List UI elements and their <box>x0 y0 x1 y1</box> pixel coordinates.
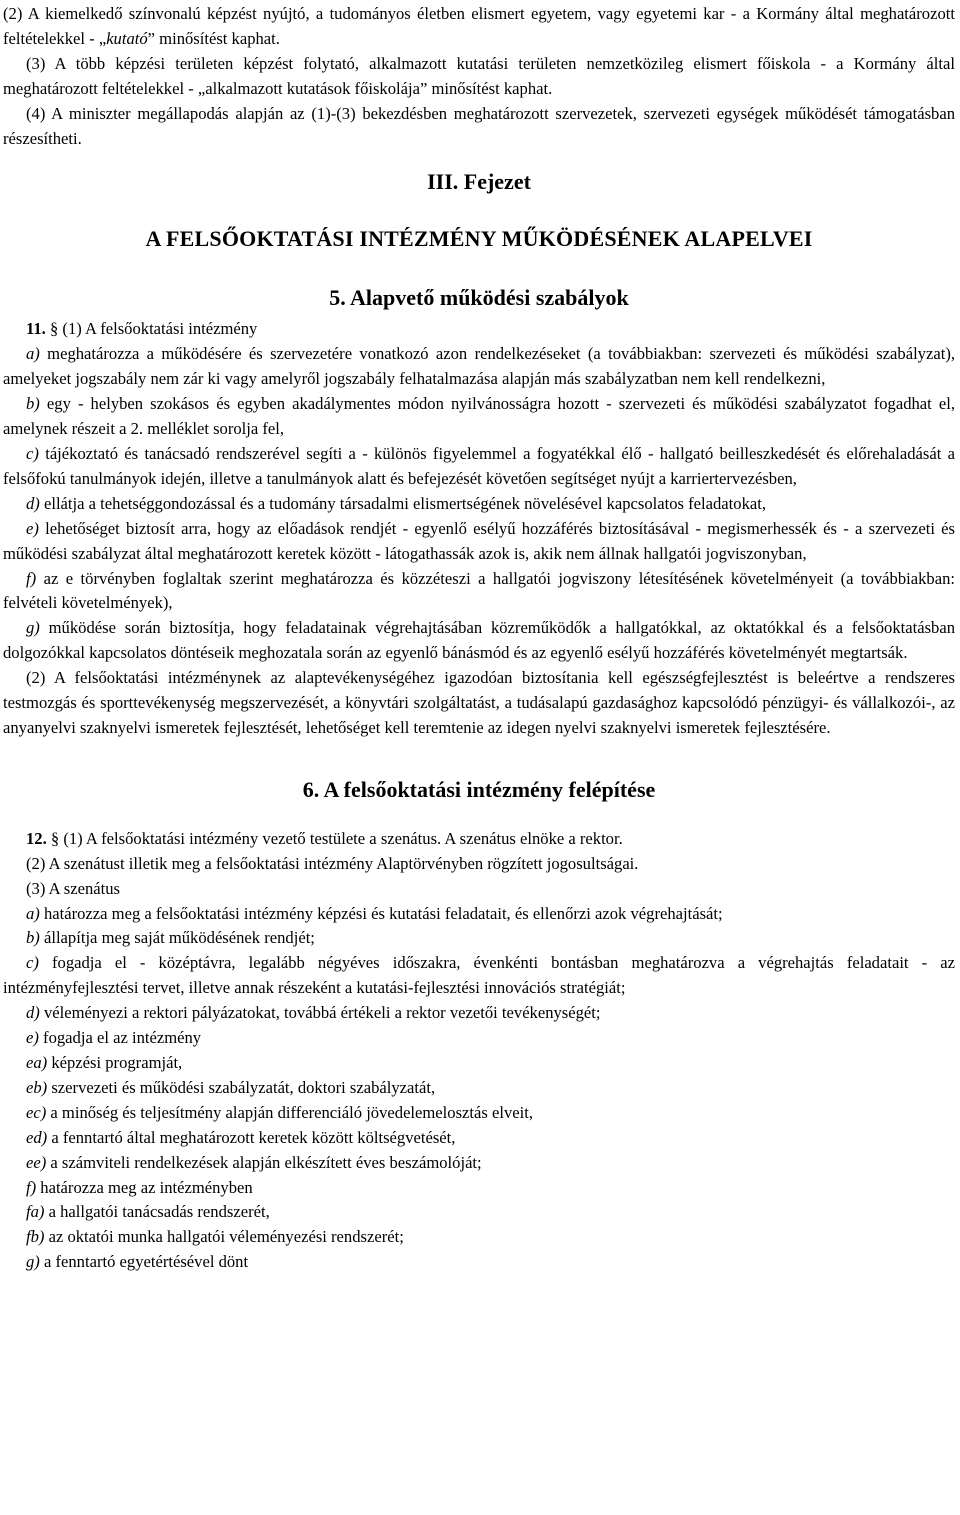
item-label: ea) <box>26 1053 48 1072</box>
subchapter-6-heading: 6. A felsőoktatási intézmény felépítése <box>302 776 656 802</box>
paragraph-2-text-b: ” minősítést kaphat. <box>147 28 280 48</box>
item-label: f) <box>26 568 37 588</box>
item-text: véleményezi a rektori pályázatokat, továbbá értékeli a rektor vezetői tevékenységét; <box>39 1003 601 1023</box>
item-text: meghatározza a működésére és szervezetére vonatkozó azon rendelkezéseket (a továbbiakban: szervezeti és működési szabályzat), amelyeket jogszabály nem zár ki vagy amelyről jogszabály felhatalmazása alapján más szabályzatban nem kell rendelkezni, <box>3 344 955 389</box>
section-12-item-g <box>3 1250 955 1275</box>
item-label: ee) <box>26 1152 47 1172</box>
chapter-title: A FELSŐOKTATÁSI INTÉZMÉNY MŰKÖDÉSÉNEK ALAPELVEI <box>145 226 813 252</box>
paragraph-4: (4) A miniszter megállapodás alapján az (1)-(3) bekezdésben meghatározott szervezetek, szervezeti egységek működését támogatásban részesítheti. <box>3 103 955 148</box>
section-11-head-text: § (1) A felsőoktatási intézmény <box>45 319 258 339</box>
item-label: d) <box>26 493 40 513</box>
paragraph-3: (3) A több képzési területen képzést folytató, alkalmazott kutatási területen nemzetközileg elismert főiskola - a Kormány által meghatározott feltételekkel - „alkalmazott kutatások főiskolája” minősítést kaphat. <box>3 53 955 98</box>
section-12-item-a <box>3 902 955 927</box>
item-text: képzési programját, <box>47 1053 183 1072</box>
section-11-item-d <box>3 492 955 517</box>
section-12-item-d <box>3 1001 955 1026</box>
section-12-item-b <box>3 926 955 951</box>
section-12-heading <box>3 827 955 852</box>
document-body <box>3 0 955 1275</box>
item-label: g) <box>26 1252 40 1272</box>
item-label: fb) <box>26 1227 45 1247</box>
paragraph-2-text-a: (2) A kiemelkedő színvonalú képzést nyújtó, a tudományos életben elismert egyetem, vagy egyetemi kar - a Kormány által meghatározott feltételekkel - „ <box>3 4 955 48</box>
section-12-paragraph-3: (3) A szenátus <box>26 878 121 898</box>
section-11-number: 11. <box>26 319 46 339</box>
item-text: határozza meg a felsőoktatási intézmény képzési és kutatási feladatait, és ellenőrzi azok végrehajtását; <box>39 903 723 923</box>
item-text: működése során biztosítja, hogy feladatainak végrehajtásában közreműködők a hallgatókkal, az oktatókkal és a felsőoktatásban dolgozókkal kapcsolatos döntéseik meghozatala során az egyenlő bánásmód és az egyenlő esélyű hozzáférés követelményét megtartsák. <box>3 618 955 663</box>
item-text: a hallgatói tanácsadás rendszerét, <box>44 1202 270 1222</box>
section-12-item-ea <box>3 1051 955 1076</box>
item-label: a) <box>26 903 40 923</box>
item-text: ellátja a tehetséggondozással és a tudomány társadalmi elismertségének növelésével kapcsolatos feladatokat, <box>39 493 766 513</box>
item-label: e) <box>26 1028 39 1048</box>
subchapter-5-heading: 5. Alapvető működési szabályok <box>329 285 629 311</box>
item-label: c) <box>26 443 39 463</box>
paragraph-2 <box>3 2 955 52</box>
section-11-item-a <box>3 342 955 392</box>
item-label: ed) <box>26 1127 48 1147</box>
item-label: f) <box>26 1177 37 1197</box>
item-text: az oktatói munka hallgatói véleményezési rendszerét; <box>44 1227 404 1247</box>
section-12-item-f <box>3 1176 955 1201</box>
section-12-head-text: § (1) A felsőoktatási intézmény vezető testülete a szenátus. A szenátus elnöke a rektor. <box>46 828 623 848</box>
section-12-number: 12. <box>26 828 47 848</box>
section-12-item-e <box>3 1026 955 1051</box>
item-text: lehetőséget biztosít arra, hogy az előadások rendjét - egyenlő esélyű hozzáférés biztosításával - megismerhessék és - a szervezeti és működési szabályzat által meghatározott keretek között - látogathassák azok is, akik nem állnak hallgatói jogviszonyban, <box>3 518 955 563</box>
item-text: tájékoztató és tanácsadó rendszerével segíti a - különös figyelemmel a fogyatékkal élő - hallgató beilleszkedését és előrehaladását a felsőfokú tanulmányok idején, illetve a tanulmányok alatt és befejezését követően segítséget nyújt a karriertervezésben, <box>3 443 955 488</box>
item-label: b) <box>26 928 40 948</box>
section-12-item-c <box>3 951 955 1001</box>
item-text: egy - helyben szokásos és egyben akadálymentes módon nyilvánosságra hozott - szervezeti és működési szabályzatot fogadhat el, amelynek részeit a 2. melléklet sorolja fel, <box>3 394 955 439</box>
item-text: a fenntartó egyetértésével dönt <box>39 1252 249 1272</box>
item-label: a) <box>26 344 40 364</box>
section-12-item-fb <box>3 1225 955 1250</box>
item-text: a minőség és teljesítmény alapján differenciáló jövedelemelosztás elveit, <box>46 1102 533 1122</box>
chapter-heading: III. Fejezet <box>427 169 531 195</box>
section-12-item-fa <box>3 1200 955 1225</box>
section-12-item-ec <box>3 1101 955 1126</box>
item-label: d) <box>26 1003 40 1023</box>
item-text: a fenntartó által meghatározott keretek között költségvetését, <box>47 1127 456 1147</box>
section-11-item-c <box>3 442 955 492</box>
section-11-item-f <box>3 567 955 617</box>
item-text: fogadja el az intézmény <box>38 1028 202 1048</box>
item-label: eb) <box>26 1077 48 1097</box>
item-label: g) <box>26 618 40 638</box>
item-label: fa) <box>26 1202 45 1222</box>
item-text: szervezeti és működési szabályzatát, doktori szabályzatát, <box>47 1077 436 1097</box>
section-11-item-b <box>3 392 955 442</box>
section-11-item-g <box>3 616 955 666</box>
section-12-item-eb <box>3 1076 955 1101</box>
item-text: az e törvényben foglaltak szerint meghatározza és közzéteszi a hallgatói jogviszony létesítésének követelményeit (a továbbiakban: felvételi követelmények), <box>3 568 955 613</box>
item-text: állapítja meg saját működésének rendjét; <box>39 928 315 948</box>
section-12-item-ed <box>3 1126 955 1151</box>
item-text: fogadja el - középtávra, legalább négyéves időszakra, évenkénti bontásban meghatározva a végrehajtás feladatait - az intézményfejlesztési tervet, illetve annak részeként a kutatási-fejlesztési innovációs stratégiát; <box>3 953 955 998</box>
item-label: b) <box>26 394 40 414</box>
section-12-paragraph-2: (2) A szenátust illetik meg a felsőoktatási intézmény Alaptörvényben rögzített jogosultságai. <box>26 853 639 873</box>
item-label: e) <box>26 518 39 538</box>
section-11-paragraph-2: (2) A felsőoktatási intézménynek az alaptevékenységéhez igazodóan biztosítania kell egészségfejlesztést is beleértve a rendszeres testmozgás és sporttevékenység megszervezését, a könyvtári szolgáltatást, a tudásalapú gazdasághoz kapcsolódó pénzügyi- és vállalkozói-, az anyanyelvi szaknyelvi ismeretek fejlesztését, lehetőséget kell teremtenie az idegen nyelvi szaknyelvi ismeretek fejlesztésére. <box>3 668 955 737</box>
item-text: határozza meg az intézményben <box>36 1177 253 1197</box>
section-11-heading <box>3 317 955 342</box>
section-12-item-ee <box>3 1151 955 1176</box>
paragraph-2-italic: kutató <box>106 28 148 48</box>
section-11-item-e <box>3 517 955 567</box>
item-text: a számviteli rendelkezések alapján elkészített éves beszámolóját; <box>46 1152 482 1172</box>
item-label: c) <box>26 953 39 973</box>
item-label: ec) <box>26 1102 47 1122</box>
